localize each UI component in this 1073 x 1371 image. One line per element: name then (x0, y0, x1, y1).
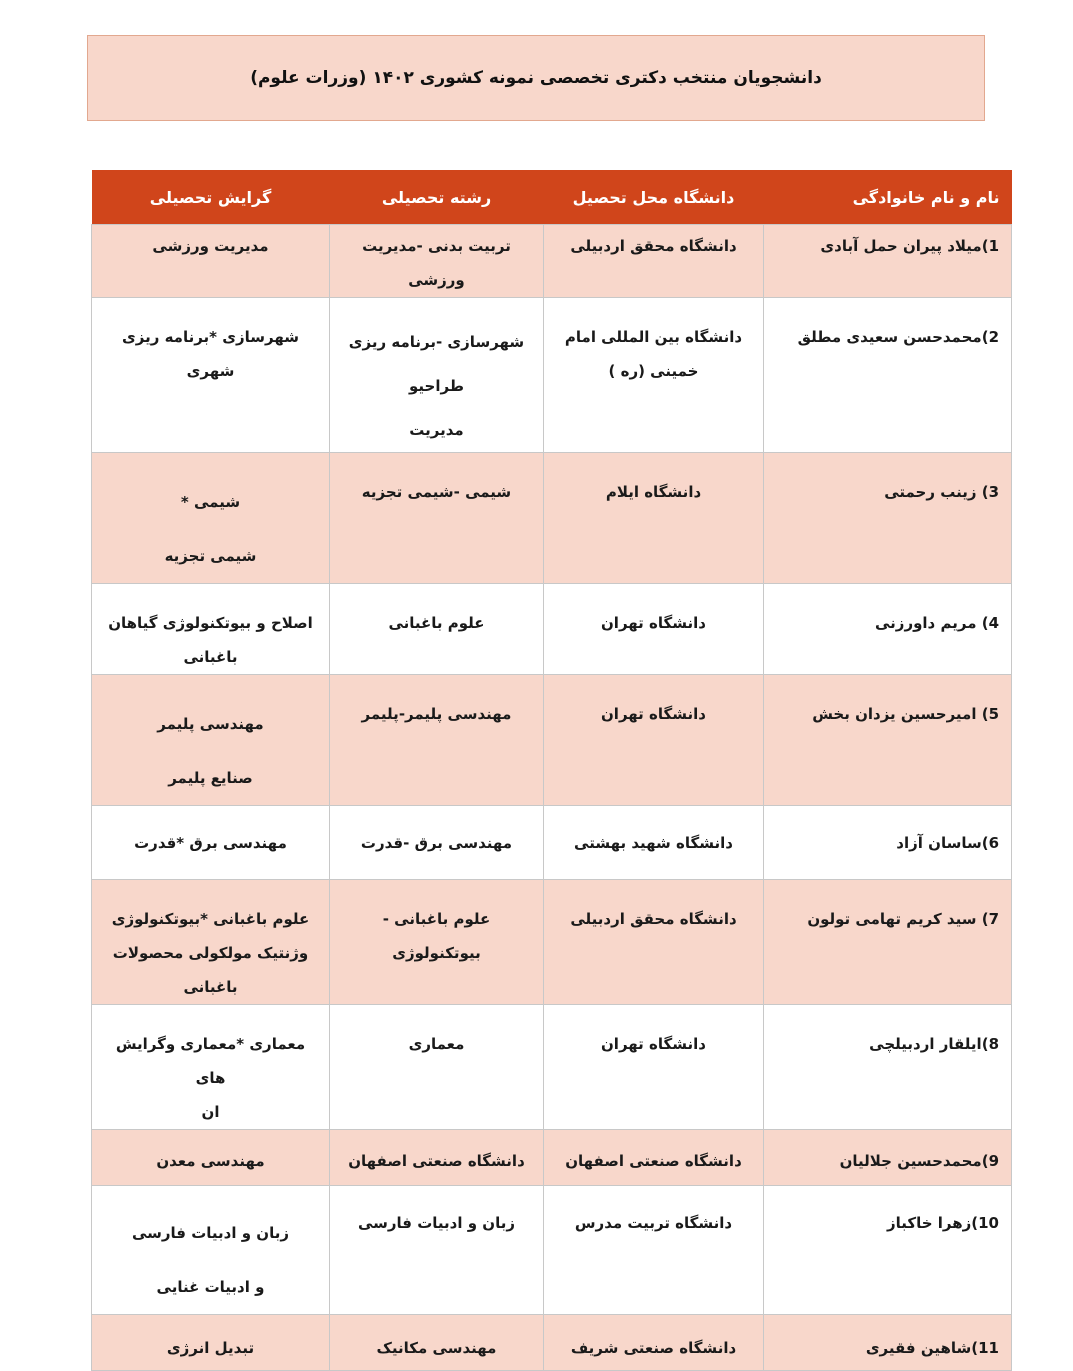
cell-name: 11)شاهین فقیری (764, 1315, 1012, 1371)
table-row (92, 1315, 1012, 1371)
cell-university: دانشگاه صنعتی شریف (544, 1315, 764, 1371)
cell-specialization: مهندسی معدن (92, 1130, 330, 1186)
cell-name: 5) امیرحسین یزدان بخش (764, 675, 1012, 806)
cell-specialization: مهندسی پلیمر صنایع پلیمر (92, 675, 330, 806)
table-row (92, 453, 1012, 584)
cell-specialization: علوم باغبانی *بیوتکنولوژی وژنتیک مولکولی محصولات باغبانی (92, 880, 330, 1005)
cell-university: دانشگاه بین المللی امام خمینی (ره ) (544, 298, 764, 453)
cell-field: علوم باغبانی (330, 584, 544, 675)
table-row (92, 298, 1012, 453)
cell-field: شهرسازی -برنامه ریزی طراحیو مدیریت (330, 298, 544, 453)
cell-university: دانشگاه تهران (544, 584, 764, 675)
cell-university: دانشگاه محقق اردبیلی (544, 880, 764, 1005)
cell-name: 3) زینب رحمتی (764, 453, 1012, 584)
table-row (92, 1130, 1012, 1186)
table-row (92, 1005, 1012, 1130)
cell-field: دانشگاه صنعتی اصفهان (330, 1130, 544, 1186)
cell-university: دانشگاه تهران (544, 1005, 764, 1130)
cell-field: مهندسی مکانیک (330, 1315, 544, 1371)
cell-name: 9)محمدحسین جلالیان (764, 1130, 1012, 1186)
students-table (91, 170, 1012, 1371)
cell-field: معماری (330, 1005, 544, 1130)
cell-university: دانشگاه شهید بهشتی (544, 806, 764, 880)
cell-name: 4) مریم داورزنی (764, 584, 1012, 675)
cell-university: دانشگاه محقق اردبیلی (544, 225, 764, 298)
cell-university: دانشگاه تهران (544, 675, 764, 806)
cell-name: 10)زهرا خاکباز (764, 1186, 1012, 1315)
cell-name: 7) سید کریم تهامی تولون (764, 880, 1012, 1005)
title-box (87, 35, 985, 121)
cell-field: شیمی -شیمی تجزیه (330, 453, 544, 584)
cell-specialization: تبدیل انرژی (92, 1315, 330, 1371)
cell-field: تربیت بدنی -مدیریت ورزشی (330, 225, 544, 298)
table-header-row (92, 170, 1012, 225)
cell-specialization: معماری *معماری وگرایش های ان (92, 1005, 330, 1130)
table-row (92, 675, 1012, 806)
table-row (92, 584, 1012, 675)
cell-specialization: مدیریت ورزشی (92, 225, 330, 298)
cell-specialization: اصلاح و بیوتکنولوژی گیاهان باغبانی (92, 584, 330, 675)
cell-field: مهندسی برق -قدرت (330, 806, 544, 880)
cell-name: 1)میلاد پیران حمل آبادی (764, 225, 1012, 298)
cell-specialization: زبان و ادبیات فارسی و ادبیات غنایی (92, 1186, 330, 1315)
cell-university: دانشگاه تربیت مدرس (544, 1186, 764, 1315)
table-row (92, 1186, 1012, 1315)
cell-field: زبان و ادبیات فارسی (330, 1186, 544, 1315)
header-specialization: گرایش تحصیلی (92, 170, 330, 225)
page-title: دانشجویان منتخب دکتری تخصصی نمونه کشوری ۱۴۰۲ (وزرات علوم) (250, 68, 822, 88)
cell-name: 6)ساسان آزاد (764, 806, 1012, 880)
cell-field: مهندسی پلیمر-پلیمر (330, 675, 544, 806)
cell-name: 2)محمدحسن سعیدی مطلق (764, 298, 1012, 453)
table-row (92, 225, 1012, 298)
cell-specialization: شیمی * شیمی تجزیه (92, 453, 330, 584)
header-university: دانشگاه محل تحصیل (544, 170, 764, 225)
cell-field: علوم باغبانی - بیوتکنولوژی (330, 880, 544, 1005)
table-row (92, 806, 1012, 880)
cell-university: دانشگاه صنعتی اصفهان (544, 1130, 764, 1186)
header-field: رشته تحصیلی (330, 170, 544, 225)
cell-university: دانشگاه ایلام (544, 453, 764, 584)
header-name: نام و نام خانوادگی (764, 170, 1012, 225)
cell-specialization: مهندسی برق *قدرت (92, 806, 330, 880)
cell-specialization: شهرسازی *برنامه ریزی شهری (92, 298, 330, 453)
table-row (92, 880, 1012, 1005)
cell-name: 8)ایلقار اردبیلچی (764, 1005, 1012, 1130)
